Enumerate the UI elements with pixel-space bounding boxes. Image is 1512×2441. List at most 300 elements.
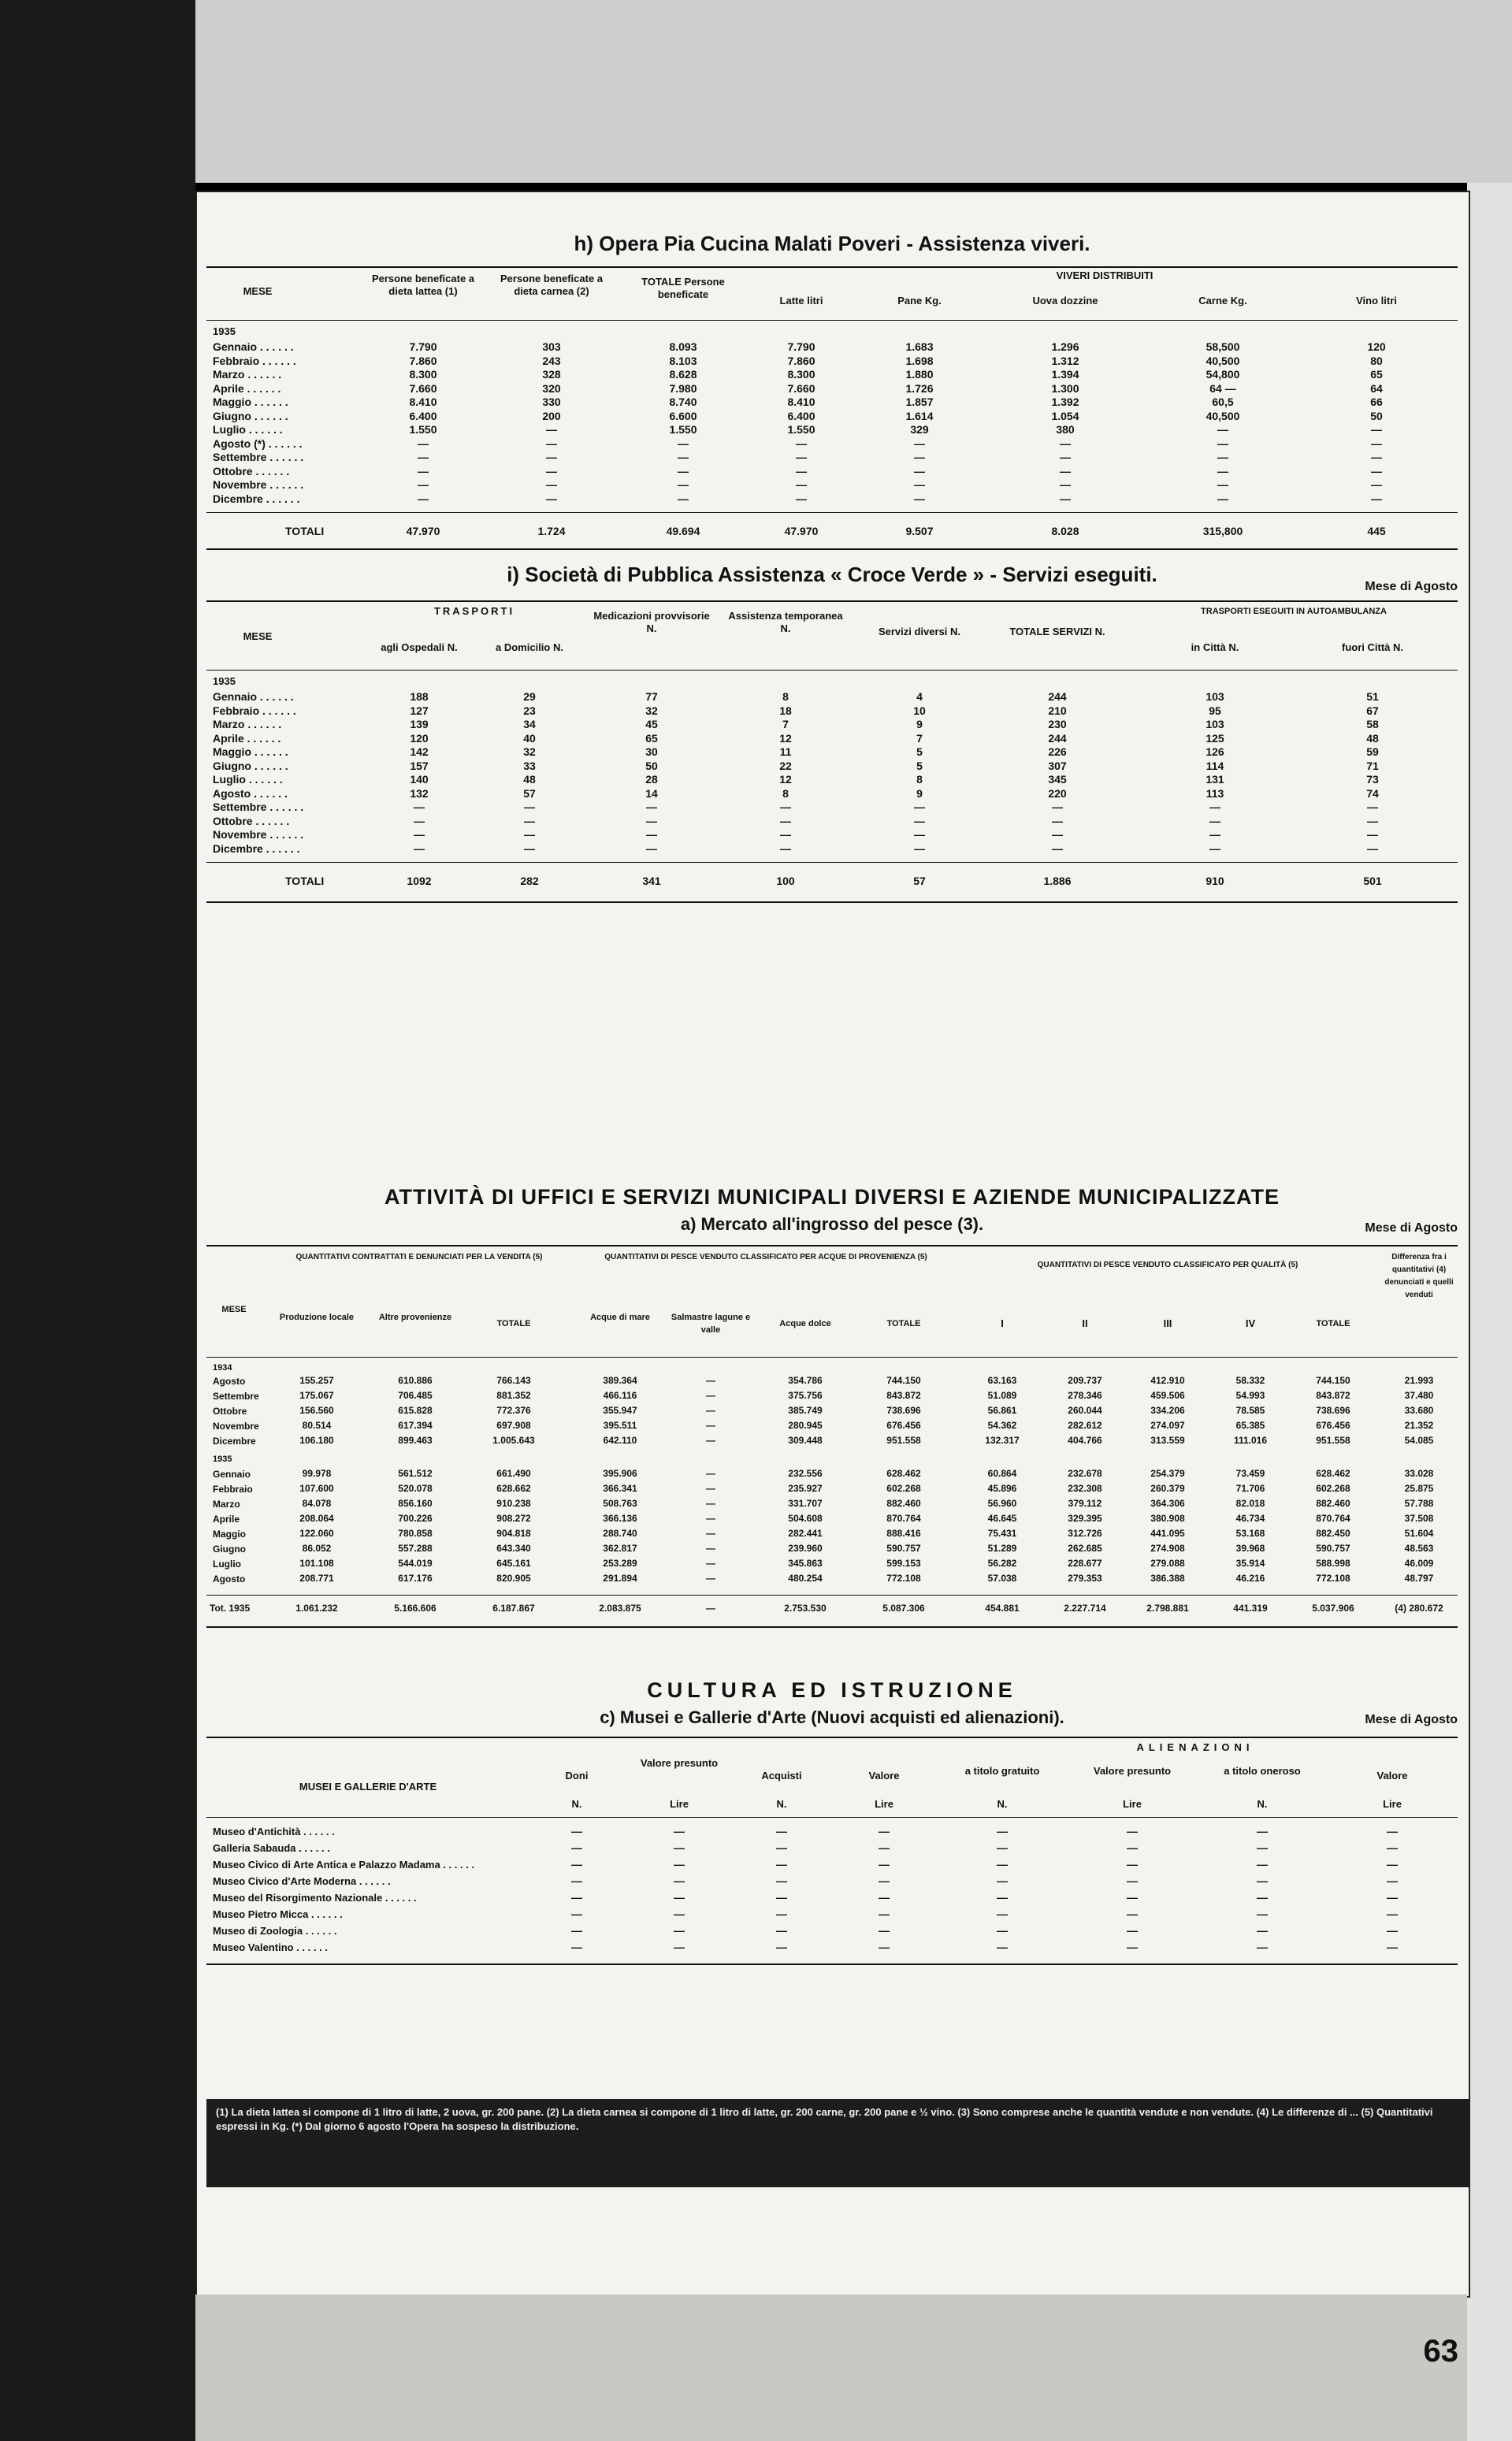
column-vino: 120 80 65 64 66 50 — — — — — — — [1367, 340, 1386, 505]
table-cell: 53.168 — [1235, 1528, 1265, 1539]
table-cell: 459.506 — [1150, 1390, 1185, 1401]
table-cell: 590.757 — [1316, 1543, 1350, 1554]
table-cell: 951.558 — [1316, 1435, 1350, 1446]
header-dieta-carnea: Persone beneficate a dieta carnea (2) — [500, 273, 604, 297]
table-cell: 676.456 — [886, 1420, 921, 1431]
table-cell: 899.463 — [398, 1435, 433, 1446]
museum-value-column: — — — — — — — — — [1257, 1825, 1268, 1953]
table-cell: 466.116 — [603, 1390, 637, 1401]
table-cell: 46.009 — [1404, 1558, 1434, 1569]
table-cell: 772.108 — [1316, 1573, 1350, 1584]
header-trasporti: TRASPORTI — [433, 605, 515, 617]
month-list-1934: Agosto Settembre Ottobre Novembre Dicembre — [213, 1376, 259, 1447]
totals-label: TOTALI — [285, 875, 325, 887]
table-cell: 106.180 — [299, 1435, 334, 1446]
table-cell: 56.861 — [987, 1405, 1017, 1416]
month-list: Gennaio . . . . . . Febbraio . . . . . . Marzo . . . . . . Aprile . . . . . . Maggio . . . . . . Giugno . . . . . . Luglio . . . . . . Agosto (*) . . . . . . Settembre . . . . . . Ottobre . . . . . . Novembre . . . . . . Dicembre . . . . . . — [213, 340, 304, 505]
table-cell: 46.645 — [987, 1513, 1017, 1524]
table-cell: 39.968 — [1235, 1543, 1265, 1554]
table-cell: 375.756 — [788, 1390, 823, 1401]
table-cell: 380.908 — [1150, 1513, 1185, 1524]
table-cell: 520.078 — [398, 1483, 433, 1494]
main-title-attivita: ATTIVITÀ DI UFFICI E SERVIZI MUNICIPALI DIVERSI E AZIENDE MUNICIPALIZZATE — [384, 1185, 1280, 1209]
unit-label: N. — [1257, 1798, 1268, 1810]
table-cell: 46.216 — [1235, 1573, 1265, 1584]
table-cell: 156.560 — [299, 1405, 334, 1416]
table-cell: 73.459 — [1235, 1468, 1265, 1479]
table-cell: — — [706, 1375, 715, 1386]
header-assistenza: Assistenza temporanea N. — [728, 610, 843, 634]
table-cell: 254.379 — [1150, 1468, 1185, 1479]
total-value: 5.087.306 — [882, 1603, 925, 1614]
header-musei: MUSEI E GALLERIE D'ARTE — [299, 1781, 437, 1793]
column-medicazioni: 77 32 45 65 30 50 28 14 — — — — — [645, 690, 658, 855]
table-cell: 882.460 — [886, 1498, 921, 1509]
table-cell: 99.978 — [302, 1468, 332, 1479]
table-cell: 253.289 — [603, 1558, 637, 1569]
header-servizi-diversi: Servizi diversi N. — [878, 626, 961, 637]
month-list-1935: Gennaio Febbraio Marzo Aprile Maggio Giugno Luglio Agosto — [213, 1469, 253, 1585]
total-value: 49.694 — [666, 525, 700, 537]
table-cell: 645.161 — [496, 1558, 531, 1569]
table-cell: 697.908 — [496, 1420, 531, 1431]
table-cell: 209.737 — [1068, 1375, 1102, 1386]
table-cell: 329.395 — [1068, 1513, 1102, 1524]
table-cell: 908.272 — [496, 1513, 531, 1524]
unit-label: Lire — [1383, 1798, 1402, 1810]
table-cell: 48.797 — [1404, 1573, 1434, 1584]
table-cell: 480.254 — [788, 1573, 823, 1584]
header-salmastre: Salmastre lagune e valle — [671, 1313, 751, 1335]
table-cell: 37.508 — [1404, 1513, 1434, 1524]
section-a-title: a) Mercato all'ingrosso del pesce (3). — [680, 1214, 984, 1234]
table-cell: 744.150 — [1316, 1375, 1350, 1386]
table-cell: 355.947 — [603, 1405, 637, 1416]
table-cell: 260.044 — [1068, 1405, 1102, 1416]
header-differenza: Differenza fra i quantitativi (4) denunciati e quelli venduti — [1384, 1253, 1454, 1299]
column-servizi-diversi: 4 10 9 7 5 5 8 9 — — — — — [913, 690, 926, 855]
column-latte-litri: 7.790 7.860 8.300 7.660 8.410 6.400 1.550 — — — — — — [787, 340, 815, 505]
table-cell: 58.332 — [1235, 1375, 1265, 1386]
table-cell: 262.685 — [1068, 1543, 1102, 1554]
unit-label: N. — [997, 1798, 1008, 1810]
table-cell: 354.786 — [788, 1375, 823, 1386]
header-doni: Doni — [565, 1770, 589, 1782]
table-cell: 51.604 — [1404, 1528, 1434, 1539]
column-totale-servizi: 244 210 230 244 226 307 345 220 — — — — — [1048, 690, 1067, 855]
section-h-title: h) Opera Pia Cucina Malati Poveri - Assistenza viveri. — [574, 232, 1090, 255]
unit-label: Lire — [1123, 1798, 1142, 1810]
table-cell: 312.726 — [1068, 1528, 1102, 1539]
total-value: 1.886 — [1043, 875, 1072, 887]
table-cell: 57.038 — [987, 1573, 1017, 1584]
total-value: 57 — [913, 875, 926, 887]
column-ospedali: 188 127 139 120 142 157 140 132 — — — — — [410, 690, 429, 855]
table-cell: 602.268 — [886, 1483, 921, 1494]
table-cell: 33.028 — [1404, 1468, 1434, 1479]
section-h — [206, 232, 1458, 537]
table-cell: 122.060 — [299, 1528, 334, 1539]
header-totale-contrattati: TOTALE — [496, 1319, 531, 1328]
table-cell: 71.706 — [1235, 1483, 1265, 1494]
total-value: 6.187.867 — [492, 1603, 535, 1614]
table-cell: 282.441 — [788, 1528, 823, 1539]
table-cell: 843.872 — [886, 1390, 921, 1401]
table-cell: 132.317 — [985, 1435, 1020, 1446]
totals-label: Tot. 1935 — [210, 1603, 251, 1614]
header-dieta-lattea: Persone beneficate a dieta lattea (1) — [371, 273, 475, 297]
table-cell: 395.906 — [603, 1468, 637, 1479]
total-value: 100 — [776, 875, 795, 887]
table-cell: 86.052 — [302, 1543, 332, 1554]
total-value: 1.724 — [537, 525, 566, 537]
header-acque-mare: Acque di mare — [590, 1313, 650, 1322]
museum-value-column: — — — — — — — — — [1127, 1825, 1138, 1953]
table-cell: 364.306 — [1150, 1498, 1185, 1509]
unit-label: Lire — [670, 1798, 689, 1810]
table-cell: 561.512 — [398, 1468, 433, 1479]
header-qualita-2: II — [1082, 1317, 1088, 1329]
column-uova: 1.296 1.312 1.394 1.300 1.392 1.054 380 — — — — — — [1051, 340, 1079, 505]
header-titolo-gratuito: a titolo gratuito — [964, 1765, 1040, 1777]
table-cell: 643.340 — [496, 1543, 531, 1554]
table-cell: 54.085 — [1404, 1435, 1434, 1446]
table-cell: 362.817 — [603, 1543, 637, 1554]
table-cell: 882.460 — [1316, 1498, 1350, 1509]
month-note: Mese di Agosto — [1365, 580, 1458, 593]
header-carne: Carne Kg. — [1198, 295, 1247, 307]
total-value: 9.507 — [905, 525, 934, 537]
table-cell: 744.150 — [886, 1375, 921, 1386]
header-alienazioni: ALIENAZIONI — [1136, 1741, 1254, 1753]
table-cell: 676.456 — [1316, 1420, 1350, 1431]
table-cell: 260.379 — [1150, 1483, 1185, 1494]
table-cell: — — [706, 1420, 715, 1431]
year2-label: 1935 — [213, 1455, 232, 1464]
table-cell: 313.559 — [1150, 1435, 1185, 1446]
table-cell: 48.563 — [1404, 1543, 1434, 1554]
footnotes: (1) La dieta lattea si compone di 1 litro di latte, 2 uova, gr. 200 pane. (2) La dieta carnea si compone di 1 litro di latte, gr. 200 carne, gr. 200 pane e ½ vino. (3) Sono comprese anche le quantità vendute e non vendute. (4) Le differenze di ... (5) Quantitativi espressi in Kg. (*) Dal giorno 6 agosto l'Opera ha sospeso la distribuzione. — [206, 2099, 1470, 2187]
table-cell: 101.108 — [299, 1558, 334, 1569]
total-value: 5.166.606 — [394, 1603, 437, 1614]
total-value: 441.319 — [1233, 1603, 1268, 1614]
table-cell: 706.485 — [398, 1390, 433, 1401]
table-cell: 366.136 — [603, 1513, 637, 1524]
total-value: 315,800 — [1202, 525, 1243, 537]
table-cell: 37.480 — [1404, 1390, 1434, 1401]
header-venduto-acque: QUANTITATIVI DI PESCE VENDUTO CLASSIFICATO PER ACQUE DI PROVENIENZA (5) — [604, 1253, 927, 1261]
total-value: 282 — [520, 875, 539, 887]
museum-value-column: — — — — — — — — — [776, 1825, 787, 1953]
header-valore: Valore — [868, 1770, 900, 1782]
table-cell: 282.612 — [1068, 1420, 1102, 1431]
header-titolo-oneroso: a titolo oneroso — [1224, 1765, 1301, 1777]
table-cell: 881.352 — [496, 1390, 531, 1401]
total-value: — — [706, 1603, 715, 1614]
table-cell: 504.608 — [788, 1513, 823, 1524]
column-totale-persone: 8.093 8.103 8.628 7.980 8.740 6.600 1.550 — — — — — — [669, 340, 697, 505]
header-uova: Uova dozzine — [1032, 295, 1098, 307]
table-cell: 232.678 — [1068, 1468, 1102, 1479]
table-cell: 628.462 — [886, 1468, 921, 1479]
table-cell: 274.097 — [1150, 1420, 1185, 1431]
unit-label: Lire — [875, 1798, 893, 1810]
table-cell: 107.600 — [299, 1483, 334, 1494]
table-cell: 910.238 — [496, 1498, 531, 1509]
table-cell: 46.734 — [1235, 1513, 1265, 1524]
table-cell: 291.894 — [603, 1573, 637, 1584]
museum-value-column: — — — — — — — — — [571, 1825, 582, 1953]
totals-label: TOTALI — [285, 525, 325, 537]
main-title-cultura: CULTURA ED ISTRUZIONE — [647, 1678, 1017, 1702]
header-qualita-1: I — [1001, 1317, 1004, 1329]
header-ospedali: agli Ospedali N. — [381, 641, 458, 653]
table-cell: 35.914 — [1235, 1558, 1265, 1569]
table-cell: 1.005.643 — [492, 1435, 535, 1446]
table-cell: 279.088 — [1150, 1558, 1185, 1569]
table-cell: 870.764 — [1316, 1513, 1350, 1524]
header-autoambulanza: TRASPORTI ESEGUITI IN AUTOAMBULANZA — [1201, 607, 1387, 616]
column-dieta-lattea: 7.790 7.860 8.300 7.660 8.410 6.400 1.550 — — — — — — [409, 340, 437, 505]
table-cell: 590.757 — [886, 1543, 921, 1554]
table-cell: 54.362 — [987, 1420, 1017, 1431]
section-a — [206, 1185, 1458, 1737]
table-cell: 309.448 — [788, 1435, 823, 1446]
month-note: Mese di Agosto — [1365, 1713, 1458, 1726]
column-carne: 58,500 40,500 54,800 64 — 60,5 40,500 — — — — — — — [1206, 340, 1240, 505]
header-altre-provenienze: Altre provenienze — [378, 1313, 452, 1322]
table-cell: — — [706, 1573, 715, 1584]
table-cell: 951.558 — [886, 1435, 921, 1446]
header-valore-presunto: Valore presunto — [640, 1757, 719, 1769]
table-cell: 700.226 — [398, 1513, 433, 1524]
table-cell: — — [706, 1513, 715, 1524]
section-i — [206, 563, 1458, 1004]
table-cell: — — [706, 1528, 715, 1539]
scan-right-strip — [1467, 183, 1512, 2441]
total-value: 2.083.875 — [599, 1603, 641, 1614]
table-cell: 84.078 — [302, 1498, 332, 1509]
table-cell: 557.288 — [398, 1543, 433, 1554]
table-cell: 25.875 — [1404, 1483, 1434, 1494]
header-latte-litri: Latte litri — [779, 295, 823, 307]
table-cell: 888.416 — [886, 1528, 921, 1539]
header-acque-dolce: Acque dolce — [779, 1319, 831, 1328]
table-cell: — — [706, 1468, 715, 1479]
header-citta: in Città N. — [1191, 641, 1239, 653]
header-valore-presunto-2: Valore presunto — [1093, 1765, 1172, 1777]
table-cell: 78.585 — [1235, 1405, 1265, 1416]
header-totale-qualita: TOTALE — [1316, 1319, 1350, 1328]
header-pane: Pane Kg. — [897, 295, 942, 307]
table-cell: 279.353 — [1068, 1573, 1102, 1584]
table-cell: 615.828 — [398, 1405, 433, 1416]
table-cell: 386.388 — [1150, 1573, 1185, 1584]
header-acquisti: Acquisti — [761, 1770, 802, 1782]
museum-value-column: — — — — — — — — — [879, 1825, 890, 1953]
museum-value-column: — — — — — — — — — [1387, 1825, 1398, 1953]
table-cell: 379.112 — [1068, 1498, 1102, 1509]
table-cell: 63.163 — [987, 1375, 1017, 1386]
table-cell: 772.376 — [496, 1405, 531, 1416]
page-number: 63 — [1423, 2334, 1458, 2369]
table-cell: 441.095 — [1150, 1528, 1185, 1539]
table-cell: 278.346 — [1068, 1390, 1102, 1401]
table-cell: 51.089 — [987, 1390, 1017, 1401]
header-vino: Vino litri — [1356, 295, 1397, 307]
column-dieta-carnea: 303 243 328 320 330 200 — — — — — — — [542, 340, 561, 505]
month-note: Mese di Agosto — [1365, 1221, 1458, 1235]
table-cell: — — [706, 1498, 715, 1509]
total-value: 8.028 — [1051, 525, 1079, 537]
table-cell: 232.556 — [788, 1468, 823, 1479]
header-mese: MESE — [221, 1305, 247, 1314]
total-value: 341 — [642, 875, 661, 887]
table-cell: 772.108 — [886, 1573, 921, 1584]
table-cell: 82.018 — [1235, 1498, 1265, 1509]
museum-list: Museo d'Antichità . . . . . . Galleria Sabauda . . . . . . Museo Civico di Arte Antica e Palazzo Madama . . . . . . Museo Civico d'Arte Moderna . . . . . . Museo del Risorgimento Nazionale . . . . . . Museo Pietro Micca . . . . . . Museo di Zoologia . . . . . . Museo Valentino . . . . . . — [213, 1826, 475, 1953]
table-cell: 628.662 — [496, 1483, 531, 1494]
header-contrattati: QUANTITATIVI CONTRATTATI E DENUNCIATI PER LA VENDITA (5) — [295, 1253, 543, 1261]
year1-label: 1934 — [213, 1363, 232, 1373]
total-value: 2.753.530 — [784, 1603, 827, 1614]
total-value: (4) 280.672 — [1395, 1603, 1443, 1614]
year-label: 1935 — [213, 675, 236, 687]
header-mese: MESE — [243, 285, 273, 297]
table-cell: 75.431 — [987, 1528, 1017, 1539]
table-cell: 766.143 — [496, 1375, 531, 1386]
table-cell: 661.490 — [496, 1468, 531, 1479]
table-cell: 21.993 — [1404, 1375, 1434, 1386]
table-cell: 738.696 — [1316, 1405, 1350, 1416]
table-cell: — — [706, 1390, 715, 1401]
header-medicazioni: Medicazioni provvisorie N. — [593, 610, 710, 634]
table-cell: 208.771 — [299, 1573, 334, 1584]
table-cell: 345.863 — [788, 1558, 823, 1569]
table-cell: 642.110 — [603, 1435, 637, 1446]
section-c-title: c) Musei e Gallerie d'Arte (Nuovi acquisti ed alienazioni). — [600, 1707, 1064, 1727]
table-cell: 60.864 — [987, 1468, 1017, 1479]
table-cell: 412.910 — [1150, 1375, 1185, 1386]
table-cell: 280.945 — [788, 1420, 823, 1431]
month-list: Gennaio . . . . . . Febbraio . . . . . . Marzo . . . . . . Aprile . . . . . . Maggio . . . . . . Giugno . . . . . . Luglio . . . . . . Agosto . . . . . . Settembre . . . . . . Ottobre . . . . . . Novembre . . . . . . Dicembre . . . . . . — [213, 690, 304, 855]
header-fuori-citta: fuori Città N. — [1342, 641, 1403, 653]
header-viveri: VIVERI DISTRIBUITI — [1056, 269, 1154, 281]
table-cell: 57.788 — [1404, 1498, 1434, 1509]
total-value: 2.227.714 — [1064, 1603, 1106, 1614]
table-cell: 274.908 — [1150, 1543, 1185, 1554]
table-cell: 628.462 — [1316, 1468, 1350, 1479]
header-mese: MESE — [243, 630, 273, 642]
table-cell: 239.960 — [788, 1543, 823, 1554]
table-cell: 366.341 — [603, 1483, 637, 1494]
table-cell: 870.764 — [886, 1513, 921, 1524]
table-cell: 155.257 — [299, 1375, 334, 1386]
section-c — [206, 1678, 1458, 2088]
table-cell: 232.308 — [1068, 1483, 1102, 1494]
table-cell: 235.927 — [788, 1483, 823, 1494]
table-cell: 228.677 — [1068, 1558, 1102, 1569]
total-value: 445 — [1367, 525, 1386, 537]
table-cell: 334.206 — [1150, 1405, 1185, 1416]
table-cell: 65.385 — [1235, 1420, 1265, 1431]
header-totale-persone: TOTALE Persone beneficate — [641, 276, 725, 300]
column-pane: 1.683 1.698 1.880 1.726 1.857 1.614 329 — — — — — — [905, 340, 934, 505]
table-cell: 856.160 — [398, 1498, 433, 1509]
total-value: 454.881 — [985, 1603, 1020, 1614]
table-cell: 738.696 — [886, 1405, 921, 1416]
table-cell: 602.268 — [1316, 1483, 1350, 1494]
header-domicilio: a Domicilio N. — [496, 641, 563, 653]
header-totale-servizi: TOTALE SERVIZI N. — [1009, 626, 1105, 637]
total-value: 47.970 — [784, 525, 819, 537]
table-cell: 617.394 — [398, 1420, 433, 1431]
column-assistenza: 8 18 7 12 11 22 12 8 — — — — — [779, 690, 792, 855]
table-cell: 208.064 — [299, 1513, 334, 1524]
total-value: 2.798.881 — [1146, 1603, 1189, 1614]
column-fuori-citta: 51 67 58 48 59 71 73 74 — — — — — [1366, 690, 1379, 855]
header-qualita-3: III — [1163, 1317, 1172, 1329]
table-cell: 288.740 — [603, 1528, 637, 1539]
table-cell: — — [706, 1543, 715, 1554]
table-cell: 21.352 — [1404, 1420, 1434, 1431]
table-cell: 588.998 — [1316, 1558, 1350, 1569]
column-domicilio: 29 23 34 40 32 33 48 57 — — — — — [523, 690, 536, 855]
table-cell: 820.905 — [496, 1573, 531, 1584]
table-cell: 508.763 — [603, 1498, 637, 1509]
table-cell: 843.872 — [1316, 1390, 1350, 1401]
table-cell: — — [706, 1405, 715, 1416]
table-cell: 45.896 — [987, 1483, 1017, 1494]
table-cell: 51.289 — [987, 1543, 1017, 1554]
table-cell: 882.450 — [1316, 1528, 1350, 1539]
document-page — [195, 191, 1470, 2298]
table-cell: 404.766 — [1068, 1435, 1102, 1446]
table-cell: — — [706, 1483, 715, 1494]
column-citta: 103 95 103 125 126 114 131 113 — — — — — [1206, 690, 1224, 855]
year-label: 1935 — [213, 325, 236, 337]
table-cell: 599.153 — [886, 1558, 921, 1569]
table-cell: 33.680 — [1404, 1405, 1434, 1416]
table-cell: 80.514 — [302, 1420, 332, 1431]
total-value: 501 — [1363, 875, 1382, 887]
table-cell: 175.067 — [299, 1390, 334, 1401]
unit-label: N. — [776, 1798, 787, 1810]
scan-left-border — [0, 0, 195, 2441]
table-cell: 56.960 — [987, 1498, 1017, 1509]
header-qualita-4: IV — [1245, 1317, 1256, 1329]
table-cell: 331.707 — [788, 1498, 823, 1509]
table-cell: 385.749 — [788, 1405, 823, 1416]
header-venduto-qualita: QUANTITATIVI DI PESCE VENDUTO CLASSIFICATO PER QUALITÀ (5) — [1037, 1261, 1298, 1269]
table-cell: — — [706, 1435, 715, 1446]
header-totale-acque: TOTALE — [886, 1319, 921, 1328]
scan-top-border — [195, 0, 1512, 183]
table-cell: 904.818 — [496, 1528, 531, 1539]
table-cell: 617.176 — [398, 1573, 433, 1584]
header-produzione-locale: Produzione locale — [279, 1313, 355, 1322]
table-cell: 54.993 — [1235, 1390, 1265, 1401]
table-cell: 395.511 — [603, 1420, 637, 1431]
table-cell: 544.019 — [398, 1558, 433, 1569]
section-i-title: i) Società di Pubblica Assistenza « Croce Verde » - Servizi eseguiti. — [507, 563, 1157, 586]
total-value: 1.061.232 — [295, 1603, 338, 1614]
unit-label: N. — [571, 1798, 582, 1810]
table-cell: 389.364 — [603, 1375, 637, 1386]
header-valore-2: Valore — [1376, 1770, 1408, 1782]
table-cell: — — [706, 1558, 715, 1569]
table-cell: 111.016 — [1233, 1435, 1268, 1446]
